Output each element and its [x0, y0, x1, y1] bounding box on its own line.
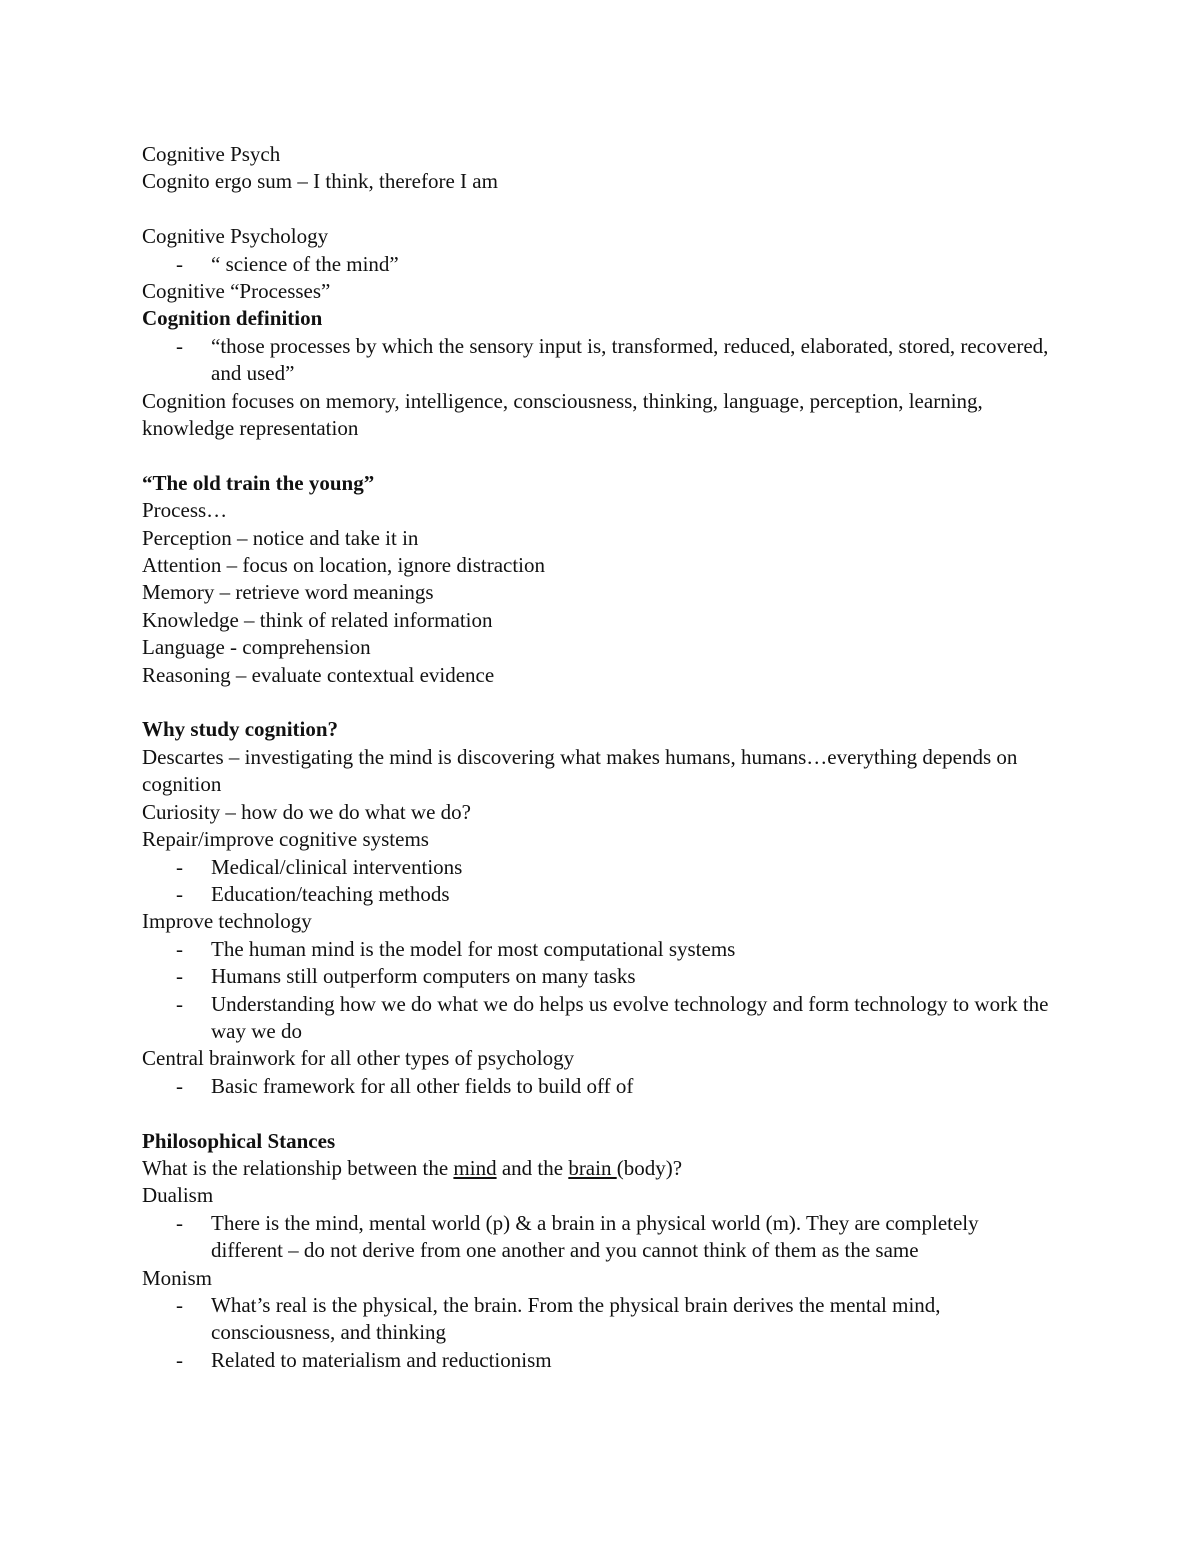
question-text: What is the relationship between the: [142, 1155, 454, 1180]
bullet-text: Basic framework for all other fields to build off of: [211, 1073, 634, 1098]
motto-line: Cognito ergo sum – I think, therefore I am: [142, 169, 498, 194]
process-line: Reasoning – evaluate contextual evidence: [142, 662, 495, 687]
curiosity-line: Curiosity – how do we do what we do?: [142, 799, 471, 824]
improve-line: Improve technology: [142, 909, 312, 934]
bullet-dash: -: [176, 251, 183, 276]
bullet-text: “ science of the mind”: [211, 251, 399, 276]
bullet-text: Related to materialism and reductionism: [211, 1347, 552, 1372]
document-title: Cognitive Psych: [142, 142, 281, 166]
bullet-dash: -: [176, 936, 183, 961]
bullet-text: Education/teaching methods: [211, 881, 450, 906]
process-line: Attention – focus on location, ignore distraction: [142, 553, 545, 578]
descartes-line: Descartes – investigating the mind is discovering what makes humans, humans…everything depends on cognition: [142, 744, 1018, 797]
bullet-text: The human mind is the model for most computational systems: [211, 936, 736, 961]
section-heading-cognitive-psychology: Cognitive Psychology: [142, 224, 329, 249]
section-heading-philosophical-stances: Philosophical Stances: [142, 1128, 336, 1153]
spacer: [142, 689, 1050, 716]
underlined-mind: mind: [453, 1155, 497, 1180]
spacer: [142, 442, 1050, 469]
question-text: (body)?: [616, 1155, 683, 1180]
list-item: [142, 881, 1050, 908]
spacer: [142, 196, 1050, 223]
bullet-dash: -: [176, 854, 183, 879]
list-item: [142, 1292, 1050, 1347]
section-heading-cognition-definition: Cognition definition: [142, 306, 323, 331]
list-item: [142, 991, 1050, 1046]
bullet-text: Medical/clinical interventions: [211, 854, 463, 879]
bullet-dash: -: [176, 1210, 183, 1235]
process-line: Memory – retrieve word meanings: [142, 580, 434, 605]
bullet-dash: -: [176, 991, 183, 1016]
process-line: Perception – notice and take it in: [142, 525, 419, 550]
bullet-dash: -: [176, 964, 183, 989]
bullet-dash: -: [176, 1293, 183, 1317]
central-line: Central brainwork for all other types of psychology: [142, 1046, 575, 1071]
cognition-focus-line: Cognition focuses on memory, intelligence, consciousness, thinking, language, perception, learning, knowledge representation: [142, 388, 983, 441]
dualism-line: Dualism: [142, 1183, 214, 1208]
list-item: [142, 936, 1050, 963]
list-item: [142, 1210, 1050, 1265]
repair-line: Repair/improve cognitive systems: [142, 827, 429, 852]
list-item: [142, 251, 1050, 278]
section-heading-why-study: Why study cognition?: [142, 717, 339, 742]
list-item: [142, 1347, 1050, 1374]
relationship-question: [142, 1155, 1050, 1182]
list-item: [142, 1073, 1050, 1100]
question-text: and the: [496, 1155, 569, 1180]
section-heading-old-train-young: “The old train the young”: [142, 470, 375, 495]
bullet-text: Humans still outperform computers on many tasks: [211, 964, 636, 989]
spacer: [142, 1100, 1050, 1127]
bullet-dash: -: [176, 333, 183, 358]
bullet-text: What’s real is the physical, the brain. From the physical brain derives the mental mind, consciousness, and thinking: [211, 1293, 941, 1345]
bullet-text: “those processes by which the sensory input is, transformed, reduced, elaborated, stored, recovered, and used”: [211, 333, 1049, 386]
bullet-text: There is the mind, mental world (p) & a brain in a physical world (m). They are completely different – do not derive from one another and you cannot think of them as the same: [211, 1210, 979, 1263]
process-line: Language - comprehension: [142, 635, 371, 660]
processes-line: Cognitive “Processes”: [142, 279, 331, 304]
bullet-dash: -: [176, 1347, 183, 1372]
list-item: [142, 333, 1050, 388]
list-item: [142, 963, 1050, 990]
process-line: Process…: [142, 498, 228, 523]
bullet-dash: -: [176, 1073, 183, 1098]
process-line: Knowledge – think of related information: [142, 607, 493, 632]
list-item: [142, 854, 1050, 881]
bullet-dash: -: [176, 881, 183, 906]
underlined-brain: brain: [568, 1155, 617, 1180]
monism-line: Monism: [142, 1265, 213, 1290]
bullet-text: Understanding how we do what we do helps us evolve technology and form technology to work the way we do: [211, 991, 1049, 1043]
